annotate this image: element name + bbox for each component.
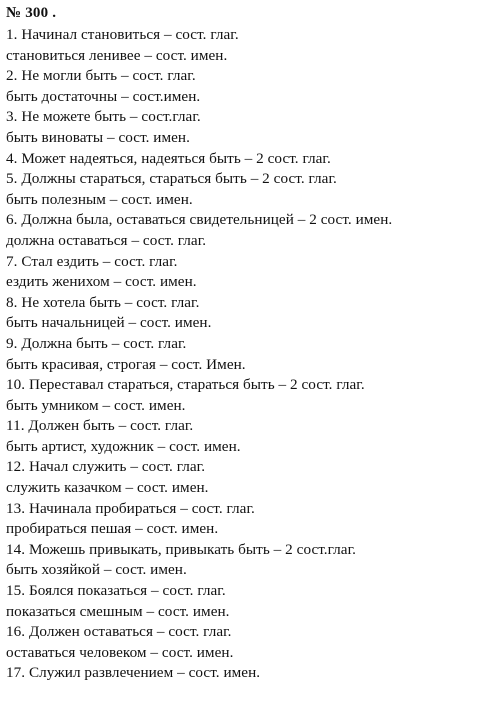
answer-line: оставаться человеком – сост. имен. [6, 643, 234, 661]
answer-line: быть виноваты – сост. имен. [6, 128, 190, 146]
answer-line: служить казачком – сост. имен. [6, 479, 209, 497]
answer-line: быть хозяйкой – сост. имен. [6, 561, 187, 579]
answer-line: 12. Начал служить – сост. глаг. [6, 458, 206, 476]
answer-line: быть полезным – сост. имен. [6, 190, 193, 208]
answer-line: ездить женихом – сост. имен. [6, 273, 197, 291]
answer-line: 14. Можешь привыкать, привыкать быть – 2 сост.глаг. [6, 540, 356, 558]
answer-line: 4. Может надеяться, надеяться быть – 2 сост. глаг. [6, 149, 331, 167]
answer-line: быть начальницей – сост. имен. [6, 314, 212, 332]
answer-line: 13. Начинала пробираться – сост. глаг. [6, 499, 255, 517]
answer-line: 16. Должен оставаться – сост. глаг. [6, 623, 232, 641]
answer-line: 17. Служил развлечением – сост. имен. [6, 664, 261, 682]
answer-line: становиться ленивее – сост. имен. [6, 46, 228, 64]
answer-line: 15. Боялся показаться – сост. глаг. [6, 582, 226, 600]
answer-line: 2. Не могли быть – сост. глаг. [6, 67, 196, 85]
answer-line: 5. Должны стараться, стараться быть – 2 сост. глаг. [6, 170, 337, 188]
answer-line: 11. Должен быть – сост. глаг. [6, 417, 194, 435]
answer-line: должна оставаться – сост. глаг. [6, 231, 207, 249]
answer-line: пробираться пешая – сост. имен. [6, 520, 219, 538]
answer-line: быть красивая, строгая – сост. Имен. [6, 355, 246, 373]
answer-line: 8. Не хотела быть – сост. глаг. [6, 293, 200, 311]
answer-line: показаться смешным – сост. имен. [6, 602, 230, 620]
answer-lines [6, 25, 486, 684]
answer-line: 1. Начинал становиться – сост. глаг. [6, 26, 239, 43]
answer-line: быть умником – сост. имен. [6, 396, 186, 414]
exercise-heading: № 300 . [6, 5, 57, 21]
answer-line: 9. Должна быть – сост. глаг. [6, 334, 187, 352]
answer-line: 7. Стал ездить – сост. глаг. [6, 252, 178, 270]
answer-line: 3. Не можете быть – сост.глаг. [6, 108, 201, 126]
answer-line: 10. Переставал стараться, стараться быть – 2 сост. глаг. [6, 376, 365, 394]
answer-line: 6. Должна была, оставаться свидетельницей – 2 сост. имен. [6, 211, 393, 229]
answer-line: быть достаточны – сост.имен. [6, 87, 201, 105]
answer-line: быть артист, художник – сост. имен. [6, 437, 241, 455]
